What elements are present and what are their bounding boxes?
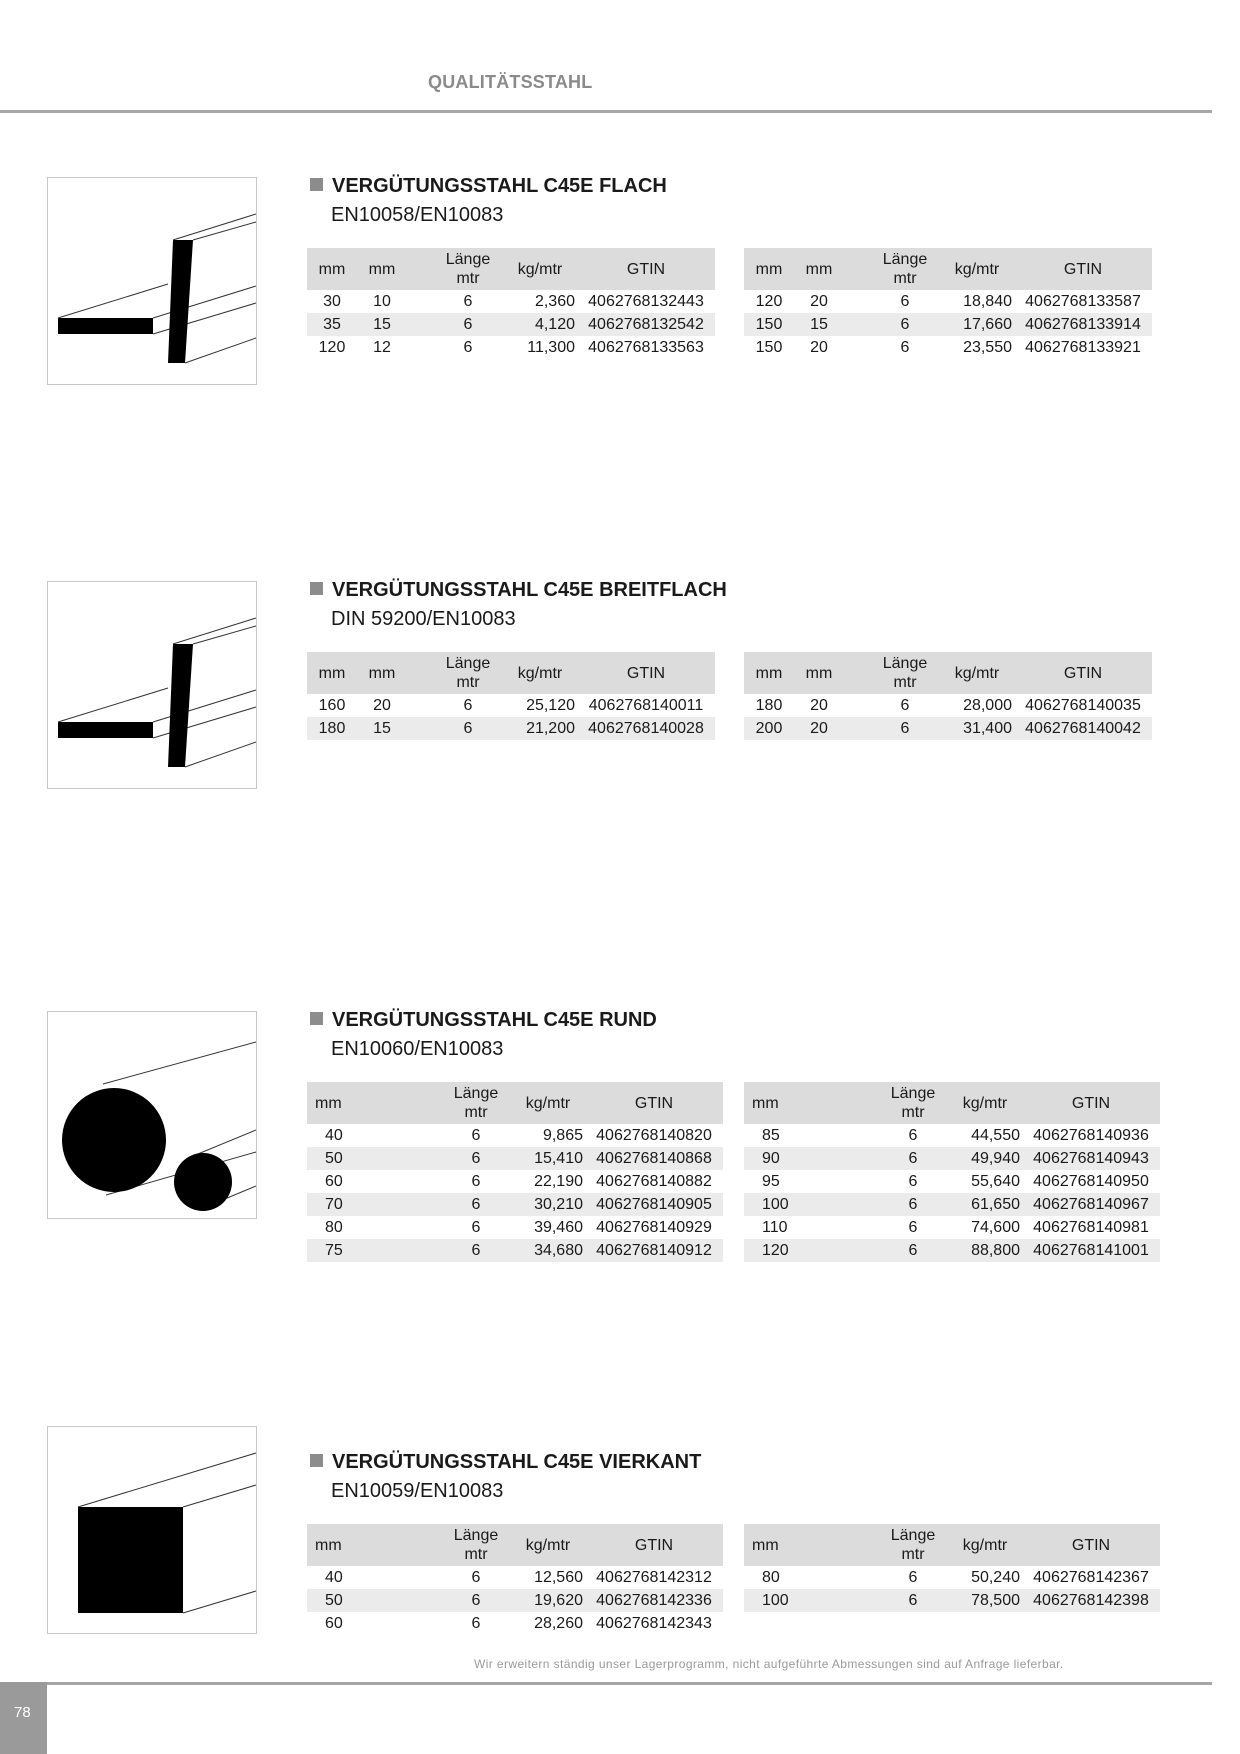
- table-row: [307, 1193, 723, 1216]
- table-cell-gtin: 4062768140905: [585, 1193, 723, 1216]
- table-row: [307, 717, 715, 740]
- table-cell-mmw: 85: [762, 1127, 780, 1144]
- table-cell-mm1: 200: [744, 717, 794, 740]
- table-cell-gtin: 4062768140936: [1033, 1127, 1149, 1144]
- table-cell-len: 6: [463, 293, 473, 310]
- table-row: [744, 1170, 1160, 1193]
- table-cell-gtin: 4062768133914: [1014, 313, 1152, 336]
- table-cell-kg: 9,865: [542, 1127, 583, 1144]
- table-cell-gtin: 4062768140967: [1022, 1193, 1160, 1216]
- table-cell-gtin: 4062768142336: [585, 1589, 723, 1612]
- table-cell-len: 6: [908, 1127, 918, 1144]
- table-cell-len: 6: [908, 1569, 918, 1586]
- table-row: [307, 1124, 723, 1147]
- square-bar-icon: [47, 1426, 257, 1634]
- spacer-cell: [407, 717, 433, 740]
- table-cell-gtin: 4062768142312: [596, 1569, 712, 1586]
- spacer-cell: [407, 336, 433, 359]
- table-cell-kg: 28,000: [963, 697, 1012, 714]
- table-cell-gtin: 4062768141001: [1022, 1239, 1160, 1262]
- table-cell-mmw: 50: [307, 1147, 441, 1170]
- table-row: [307, 1566, 723, 1589]
- spec-table-right: mm Länge mtr kg/mtr GTIN 80 6 50,240 4062768142367 100 6 78,500 4062768142398: [744, 1524, 1160, 1612]
- table-cell-kg: 17,660: [940, 313, 1014, 336]
- table-cell-kg: 12,560: [534, 1569, 583, 1586]
- table-cell-gtin: 4062768132542: [577, 313, 715, 336]
- section-standard: DIN 59200/EN10083: [331, 608, 516, 630]
- table-cell-gtin: 4062768140929: [596, 1219, 712, 1236]
- section-title: VERGÜTUNGSSTAHL C45E FLACH: [310, 175, 667, 198]
- table-cell-mmw: 60: [325, 1173, 343, 1190]
- spacer-cell: [407, 290, 433, 313]
- table-cell-gtin: 4062768142367: [1033, 1569, 1149, 1586]
- spec-table-left: mm Länge mtr kg/mtr GTIN 40 6 9,865 4062768140820 50 6 15,410 4062768140868 60 6 22,190 4062768140882 70 6 30,210 4062768140905 80 6 39,460 4062768140929 75 6 34,680 4062768140912: [307, 1082, 723, 1262]
- table-cell-len: 6: [878, 1193, 948, 1216]
- table-cell-kg: 19,620: [511, 1589, 585, 1612]
- bullet-square-icon: [310, 178, 323, 191]
- table-row: [307, 1239, 723, 1262]
- table-cell-len: 6: [878, 1239, 948, 1262]
- table-cell-mm2: 20: [794, 717, 844, 740]
- table-cell-kg: 39,460: [534, 1219, 583, 1236]
- table-cell-len: 6: [878, 1589, 948, 1612]
- table-row: [307, 1216, 723, 1239]
- table-cell-mmw: 100: [744, 1589, 878, 1612]
- table-row: [307, 694, 715, 717]
- table-cell-len: 6: [441, 1239, 511, 1262]
- table-cell-kg: 61,650: [948, 1193, 1022, 1216]
- section-standard: EN10058/EN10083: [331, 204, 504, 226]
- table-cell-len: 6: [463, 339, 473, 356]
- table-cell-mmw: 80: [325, 1219, 343, 1236]
- section-title: VERGÜTUNGSSTAHL C45E VIERKANT: [310, 1451, 701, 1474]
- spec-table-right: mm mm Länge mtr kg/mtr GTIN 180 20 6 28,000 4062768140035 200 20 6 31,400 4062768140042: [744, 652, 1152, 740]
- table-cell-gtin: 4062768142398: [1022, 1589, 1160, 1612]
- spacer-cell: [844, 694, 870, 717]
- table-cell-gtin: 4062768140912: [585, 1239, 723, 1262]
- table-row: [307, 1147, 723, 1170]
- table-cell-gtin: 4062768140011: [588, 697, 704, 714]
- table-cell-kg: 2,360: [534, 293, 575, 310]
- table-row: [744, 717, 1152, 740]
- table-cell-len: 6: [471, 1219, 481, 1236]
- table-cell-gtin: 4062768140950: [1033, 1173, 1149, 1190]
- table-cell-mmw: 100: [744, 1193, 878, 1216]
- table-row: [744, 290, 1152, 313]
- table-cell-mm1: 180: [307, 717, 357, 740]
- table-row: [744, 1239, 1160, 1262]
- table-cell-len: 6: [441, 1589, 511, 1612]
- table-cell-mmw: 70: [307, 1193, 441, 1216]
- page-header-title: QUALITÄTSSTAHL: [428, 72, 593, 92]
- table-cell-gtin: 4062768133563: [588, 339, 704, 356]
- table-cell-kg: 4,120: [503, 313, 577, 336]
- table-cell-kg: 15,410: [511, 1147, 585, 1170]
- table-cell-kg: 88,800: [948, 1239, 1022, 1262]
- spec-table-right: mm Länge mtr kg/mtr GTIN 85 6 44,550 4062768140936 90 6 49,940 4062768140943 95 6 55,640 4062768140950 100 6 61,650 4062768140967 110 6 74,600 4062768140981 120 6 88,800 4062768141001: [744, 1082, 1160, 1262]
- table-cell-mm1: 150: [755, 339, 783, 356]
- section-title: VERGÜTUNGSSTAHL C45E RUND: [310, 1009, 657, 1032]
- table-cell-gtin: 4062768142343: [596, 1615, 712, 1632]
- table-row: [744, 336, 1152, 359]
- table-cell-mm2: 20: [810, 339, 828, 356]
- table-cell-len: 6: [900, 339, 910, 356]
- table-cell-mm2: 10: [373, 293, 391, 310]
- footer-divider: [47, 1682, 1212, 1685]
- table-cell-mmw: 120: [744, 1239, 878, 1262]
- table-cell-len: 6: [441, 1193, 511, 1216]
- header-divider: [0, 110, 1212, 113]
- spacer-cell: [844, 290, 870, 313]
- table-cell-mmw: 40: [325, 1569, 343, 1586]
- table-cell-kg: 23,550: [963, 339, 1012, 356]
- table-cell-kg: 55,640: [971, 1173, 1020, 1190]
- spacer-cell: [844, 336, 870, 359]
- table-cell-len: 6: [908, 1173, 918, 1190]
- table-cell-len: 6: [471, 1173, 481, 1190]
- table-cell-gtin: 4062768140820: [596, 1127, 712, 1144]
- table-cell-mm2: 20: [810, 293, 828, 310]
- table-cell-kg: 30,210: [511, 1193, 585, 1216]
- table-cell-mm2: 15: [794, 313, 844, 336]
- spec-table-right: mm mm Länge mtr kg/mtr GTIN 120 20 6 18,840 4062768133587 150 15 6 17,660 4062768133914 150 20 6 23,550 4062768133921: [744, 248, 1152, 359]
- table-cell-len: 6: [900, 697, 910, 714]
- table-cell-gtin: 4062768132443: [588, 293, 704, 310]
- table-row: [744, 694, 1152, 717]
- table-cell-mm1: 120: [755, 293, 783, 310]
- section-standard: EN10060/EN10083: [331, 1038, 504, 1060]
- spec-table-left: mm mm Länge mtr kg/mtr GTIN 30 10 6 2,360 4062768132443 35 15 6 4,120 4062768132542 120 12 6 11,300 4062768133563: [307, 248, 715, 359]
- table-cell-len: 6: [870, 717, 940, 740]
- table-cell-len: 6: [433, 313, 503, 336]
- table-cell-mm2: 20: [810, 697, 828, 714]
- table-cell-mm1: 160: [318, 697, 346, 714]
- table-row: [307, 290, 715, 313]
- table-cell-mmw: 40: [325, 1127, 343, 1144]
- table-cell-len: 6: [441, 1147, 511, 1170]
- table-cell-len: 6: [870, 313, 940, 336]
- table-cell-kg: 18,840: [963, 293, 1012, 310]
- table-row: [307, 313, 715, 336]
- table-cell-gtin: 4062768140943: [1022, 1147, 1160, 1170]
- table-cell-len: 6: [463, 697, 473, 714]
- table-cell-mm2: 15: [357, 313, 407, 336]
- table-cell-len: 6: [471, 1569, 481, 1586]
- table-cell-mm2: 12: [373, 339, 391, 356]
- table-cell-kg: 22,190: [534, 1173, 583, 1190]
- table-row: [307, 1589, 723, 1612]
- table-row: [744, 1147, 1160, 1170]
- table-cell-len: 6: [908, 1219, 918, 1236]
- table-cell-mmw: 95: [762, 1173, 780, 1190]
- footer-note: Wir erweitern ständig unser Lagerprogramm, nicht aufgeführte Abmessungen sind auf Anfrage lieferbar.: [474, 1657, 1064, 1671]
- table-row: [744, 313, 1152, 336]
- table-cell-gtin: 4062768140981: [1033, 1219, 1149, 1236]
- table-cell-mmw: 80: [762, 1569, 780, 1586]
- table-cell-mm1: 35: [307, 313, 357, 336]
- table-cell-len: 6: [878, 1147, 948, 1170]
- table-cell-len: 6: [433, 717, 503, 740]
- table-cell-gtin: 4062768133587: [1025, 293, 1141, 310]
- table-row: [744, 1193, 1160, 1216]
- table-cell-gtin: 4062768140042: [1014, 717, 1152, 740]
- table-cell-mmw: 110: [762, 1219, 788, 1236]
- table-cell-kg: 28,260: [534, 1615, 583, 1632]
- table-cell-gtin: 4062768140868: [585, 1147, 723, 1170]
- wide-flat-bar-icon: [47, 581, 257, 789]
- table-row: [744, 1216, 1160, 1239]
- spacer-cell: [844, 717, 870, 740]
- table-cell-kg: 74,600: [971, 1219, 1020, 1236]
- page-number: 78: [14, 1704, 31, 1721]
- table-row: [744, 1589, 1160, 1612]
- section-title: VERGÜTUNGSSTAHL C45E BREITFLACH: [310, 579, 727, 602]
- flat-bar-icon: [47, 177, 257, 385]
- table-cell-mmw: 75: [307, 1239, 441, 1262]
- table-cell-mm2: 15: [357, 717, 407, 740]
- bullet-square-icon: [310, 1012, 323, 1025]
- table-cell-kg: 50,240: [971, 1569, 1020, 1586]
- spacer-cell: [844, 313, 870, 336]
- spacer-cell: [407, 313, 433, 336]
- bullet-square-icon: [310, 1454, 323, 1467]
- table-cell-kg: 31,400: [940, 717, 1014, 740]
- table-cell-gtin: 4062768133921: [1025, 339, 1141, 356]
- table-cell-mmw: 60: [325, 1615, 343, 1632]
- table-cell-mm1: 30: [323, 293, 341, 310]
- table-row: [307, 1612, 723, 1635]
- table-cell-gtin: 4062768140882: [596, 1173, 712, 1190]
- table-cell-len: 6: [471, 1615, 481, 1632]
- table-cell-kg: 78,500: [948, 1589, 1022, 1612]
- spec-table-left: mm mm Länge mtr kg/mtr GTIN 160 20 6 25,120 4062768140011 180 15 6 21,200 4062768140028: [307, 652, 715, 740]
- spec-table-left: mm Länge mtr kg/mtr GTIN 40 6 12,560 4062768142312 50 6 19,620 4062768142336 60 6 28,260 4062768142343: [307, 1524, 723, 1635]
- table-cell-len: 6: [900, 293, 910, 310]
- table-cell-mm1: 120: [318, 339, 346, 356]
- table-cell-mm1: 150: [744, 313, 794, 336]
- round-bar-icon: [47, 1011, 257, 1219]
- table-cell-mmw: 90: [744, 1147, 878, 1170]
- table-cell-kg: 25,120: [526, 697, 575, 714]
- spacer-cell: [407, 694, 433, 717]
- table-cell-kg: 34,680: [511, 1239, 585, 1262]
- table-cell-kg: 21,200: [503, 717, 577, 740]
- table-row: [307, 1170, 723, 1193]
- table-row: [307, 336, 715, 359]
- section-standard: EN10059/EN10083: [331, 1480, 504, 1502]
- table-cell-mm1: 180: [755, 697, 783, 714]
- table-row: [744, 1566, 1160, 1589]
- table-cell-gtin: 4062768140028: [577, 717, 715, 740]
- table-cell-mm2: 20: [373, 697, 391, 714]
- table-cell-len: 6: [471, 1127, 481, 1144]
- table-cell-kg: 49,940: [948, 1147, 1022, 1170]
- table-row: [744, 1124, 1160, 1147]
- table-cell-kg: 44,550: [971, 1127, 1020, 1144]
- bullet-square-icon: [310, 582, 323, 595]
- table-cell-kg: 11,300: [527, 339, 575, 356]
- table-cell-gtin: 4062768140035: [1025, 697, 1141, 714]
- table-cell-mmw: 50: [307, 1589, 441, 1612]
